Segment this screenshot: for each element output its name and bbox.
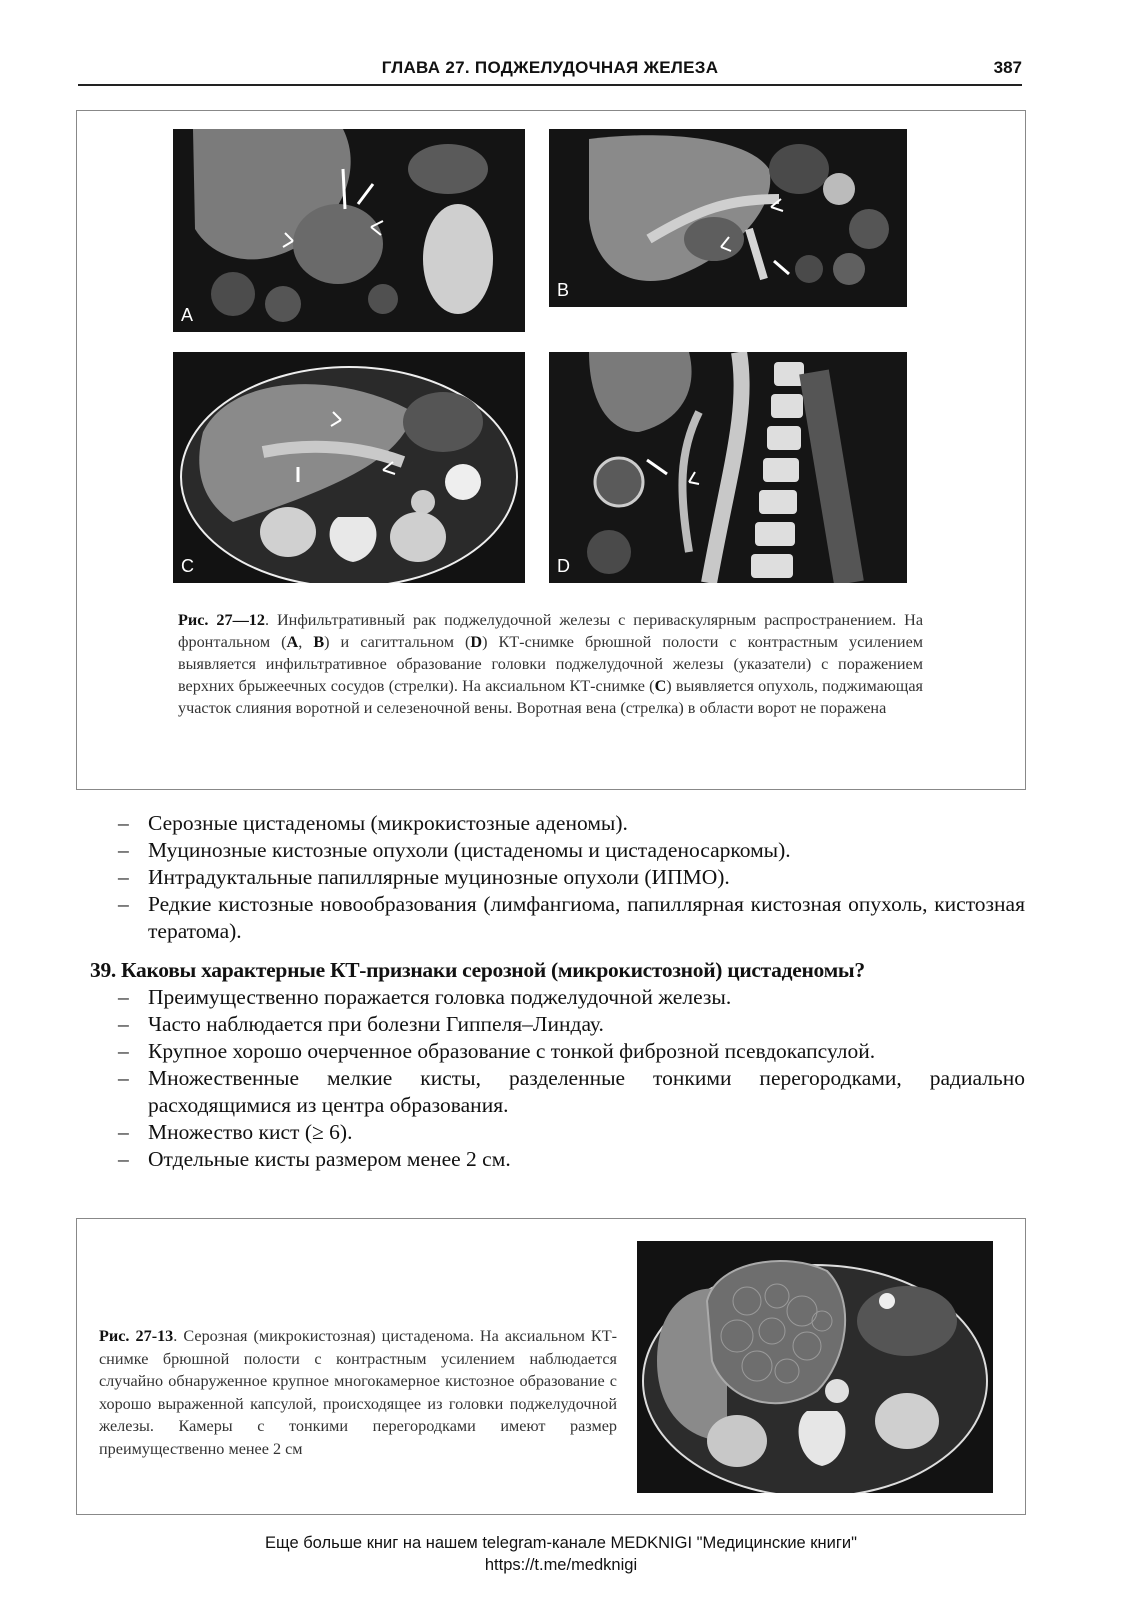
dash-bullet: – [118, 838, 129, 862]
dash-bullet: – [118, 1066, 129, 1090]
question-heading: 39. Каковы характерные КТ-признаки серозной (микрокистозной) цистаденомы? [90, 958, 865, 982]
caption-number: Рис. 27-13 [99, 1327, 174, 1345]
list-item-text: Преимущественно поражается головка поджелудочной железы. [148, 985, 732, 1009]
list-item-text: Серозные цистаденомы (микрокистозные аденомы). [148, 811, 628, 835]
main-text [90, 810, 1025, 1173]
list-item [90, 810, 1025, 837]
dash-bullet: – [118, 892, 129, 916]
panel-label-d: D [557, 556, 570, 576]
list-item-text: Интрадуктальные папиллярные муцинозные опухоли (ИПМО). [148, 865, 730, 889]
list-item-text: Множество кист (≥ 6). [148, 1120, 353, 1144]
list-item [90, 1011, 1025, 1038]
figure-27-13-caption [99, 1325, 617, 1460]
list-item [90, 837, 1025, 864]
figure-27-13 [76, 1218, 1026, 1515]
dash-bullet: – [118, 865, 129, 889]
list-item [90, 1119, 1025, 1146]
caption-ref-a: A [286, 633, 299, 651]
caption-text-3: ) КТ-снимке брюшной полости с контрастным усилением выявляется инфильтративное образование головки поджелудочной железы (указатели) с поражением верхних брыжеечных сосудов (стрелки). На аксиальном КТ-снимке ( [178, 633, 924, 695]
caption-sep: , [298, 633, 314, 651]
ct-scan-c-drawing [173, 352, 525, 583]
caption-text-2: ) и сагиттальном ( [324, 633, 471, 651]
panel-label-a: A [181, 305, 194, 325]
footer-line-1: Еще больше книг на нашем telegram-канале MEDKNIGI "Медицинские книги" [265, 1534, 857, 1552]
caption-ref-d: D [470, 633, 483, 651]
ct-image-b [549, 129, 907, 307]
caption-text: . Серозная (микрокистозная) цистаденома. На аксиальном КТ-снимке брюшной полости с контрастным усилением наблюдается случайно обнаруженное крупное многокамерное кистозное образование с хорошо выраженной капсулой, происходящее из головки поджелудочной железы. Камеры с тонкими перегородками имеют размер преимущественно менее 2 см [99, 1327, 617, 1458]
list-item-text: Отдельные кисты размером менее 2 см. [148, 1147, 511, 1171]
ct-scan-d-drawing [549, 352, 907, 583]
dash-bullet: – [118, 1120, 129, 1144]
list-item [90, 1038, 1025, 1065]
list-item [90, 1065, 1025, 1119]
ct-scan-a-drawing [173, 129, 525, 332]
caption-number: Рис. 27—12 [178, 611, 265, 629]
ct-scan-axial-drawing [637, 1241, 993, 1493]
caption-ref-c: C [654, 677, 667, 695]
dash-bullet: – [118, 811, 129, 835]
dash-bullet: – [118, 1147, 129, 1171]
dash-bullet: – [118, 1039, 129, 1063]
page-number: 387 [993, 58, 1022, 77]
figure-27-12-caption [178, 609, 923, 719]
running-header [78, 54, 1022, 86]
footer-link[interactable]: https://t.me/medknigi [484, 1556, 638, 1574]
list-item-text: Крупное хорошо очерченное образование с тонкой фиброзной псевдокапсулой. [148, 1039, 876, 1063]
list-item-text: Множественные мелкие кисты, разделенные тонкими перегородками, радиально расходящимися из центра образования. [148, 1066, 1025, 1117]
footer-note [0, 1532, 1122, 1576]
ct-image-axial [637, 1241, 993, 1493]
caption-ref-b: B [313, 633, 325, 651]
list-item-text: Муцинозные кистозные опухоли (цистаденомы и цистаденосаркомы). [148, 838, 791, 862]
caption-text-1: . Инфильтративный рак поджелудочной железы с периваскулярным распространением. На фронтальном ( [178, 611, 924, 651]
chapter-title: ГЛАВА 27. ПОДЖЕЛУДОЧНАЯ ЖЕЛЕЗА [381, 58, 719, 77]
ct-image-c [173, 352, 525, 583]
list-item [90, 891, 1025, 945]
figure-27-12 [76, 110, 1026, 790]
dash-bullet: – [118, 985, 129, 1009]
list-item-text: Часто наблюдается при болезни Гиппеля–Линдау. [148, 1012, 604, 1036]
ct-scan-b-drawing [549, 129, 907, 307]
list-item [90, 1146, 1025, 1173]
panel-label-b: B [557, 280, 570, 300]
ct-image-a [173, 129, 525, 332]
panel-label-c: C [181, 556, 194, 576]
list-item [90, 864, 1025, 891]
ct-image-d [549, 352, 907, 583]
list-item-text: Редкие кистозные новообразования (лимфангиома, папиллярная кистозная опухоль, кистозная тератома). [148, 892, 1025, 943]
dash-bullet: – [118, 1012, 129, 1036]
caption-text-4: ) выявляется опухоль, поджимающая участок слияния воротной и селезеночной вены. Воротная вена (стрелка) в области ворот не поражена [178, 677, 923, 717]
list-item [90, 984, 1025, 1011]
